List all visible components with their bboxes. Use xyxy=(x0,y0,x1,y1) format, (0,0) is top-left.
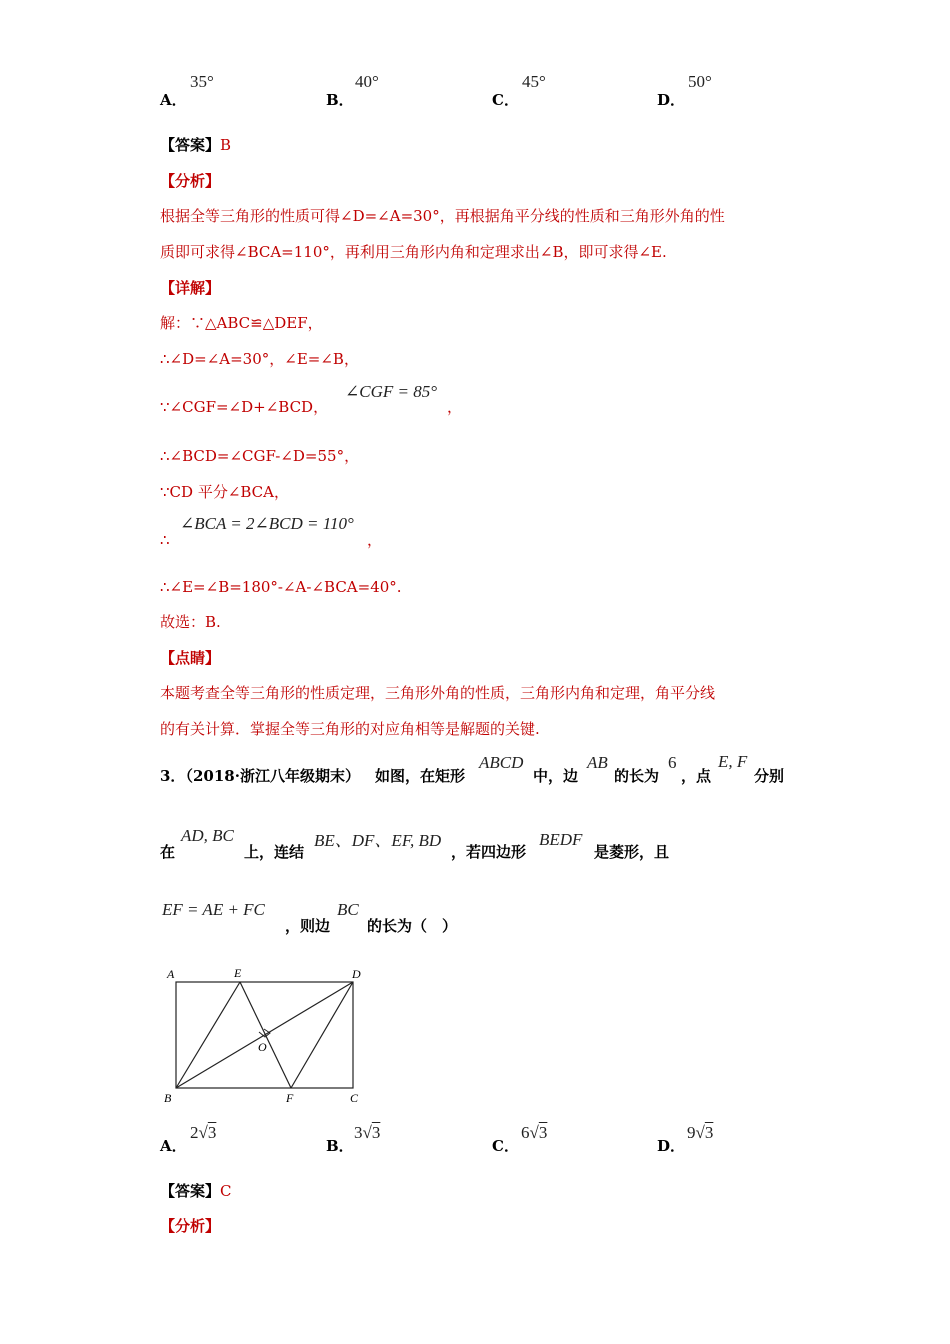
q3-answer-tag: 【答案】 xyxy=(160,1182,221,1200)
q3-text-6: 在 xyxy=(160,843,176,861)
q3-math-bedf: BEDF xyxy=(539,830,583,849)
q3-text-1: 如图，在矩形 xyxy=(375,767,466,785)
segment-df xyxy=(291,982,353,1088)
q3-option-d-radicand: 3 xyxy=(704,1123,714,1142)
q2-step-8: 故选：B. xyxy=(160,613,221,631)
q3-answer-line xyxy=(160,1181,232,1201)
q2-comment-line-1: 本题考查全等三角形的性质定理，三角形外角的性质，三角形内角和定理，角平分线 xyxy=(160,684,716,702)
q2-step-3-math: ∠CGF = 85° xyxy=(345,382,438,401)
q3-text-3: 的长为 xyxy=(614,767,660,785)
label-o: O xyxy=(258,1040,267,1054)
q2-step-4: ∴∠BCD=∠CGF-∠D=55°， xyxy=(160,447,360,465)
label-f: F xyxy=(286,1091,294,1105)
q2-step-3-end: ， xyxy=(447,398,463,416)
q2-step-6: ∴ xyxy=(160,531,170,549)
q3-option-c-value: 6√3 xyxy=(521,1123,548,1142)
q3-option-c-label: C． xyxy=(492,1137,519,1155)
q3-math-bc: BC xyxy=(337,900,359,919)
q2-step-1: 解：∵△ABC≌△DEF， xyxy=(160,314,323,332)
q3-option-b-label: B． xyxy=(326,1137,354,1155)
label-b: B xyxy=(164,1091,172,1105)
q2-analysis-line-2: 质即可求得∠BCA=110°，再利用三角形内角和定理求出∠B，即可求得∠E. xyxy=(160,243,667,261)
q3-text-10: ，则边 xyxy=(285,917,331,935)
q3-math-equation: EF = AE + FC xyxy=(162,900,265,919)
q3-text-11: 的长为（ ） xyxy=(367,917,458,935)
segment-be xyxy=(176,982,240,1088)
q2-option-c-label: C． xyxy=(492,91,519,109)
q2-analysis-line-1: 根据全等三角形的性质可得∠D=∠A=30°，再根据角平分线的性质和三角形外角的性 xyxy=(160,207,725,225)
q2-answer-value: B xyxy=(220,136,232,154)
label-e: E xyxy=(234,966,242,980)
q3-source: （2018·浙江八年级期末） xyxy=(178,767,360,785)
label-a: A xyxy=(167,967,175,981)
q2-comment-tag: 【点睛】 xyxy=(160,649,221,667)
q3-option-c-radicand: 3 xyxy=(538,1123,548,1142)
q3-text-2: 中，边 xyxy=(533,767,579,785)
q3-option-a-coef: 2 xyxy=(190,1123,199,1142)
q3-text-5: 分别 xyxy=(754,767,785,785)
q3-math-ab: AB xyxy=(587,753,608,772)
q3-math-6: 6 xyxy=(668,753,677,772)
q3-option-d-coef: 9 xyxy=(687,1123,696,1142)
q2-option-d-label: D． xyxy=(657,91,686,109)
q3-option-a-value: 2√3 xyxy=(190,1123,217,1142)
q3-math-adbc: AD, BC xyxy=(181,826,234,845)
q3-option-b-radicand: 3 xyxy=(371,1123,381,1142)
q3-option-a-radicand: 3 xyxy=(207,1123,217,1142)
q2-analysis-tag: 【分析】 xyxy=(160,172,221,190)
q3-answer-value: C xyxy=(220,1182,232,1200)
q3-text-7: 上，连结 xyxy=(244,843,305,861)
q3-option-b-value: 3√3 xyxy=(354,1123,381,1142)
q3-math-ef: E, F xyxy=(718,752,748,771)
q2-option-a-label: A． xyxy=(160,91,187,109)
q3-number: 3． xyxy=(160,767,186,785)
label-d: D xyxy=(352,967,361,981)
q2-option-a-value: 35° xyxy=(190,72,214,91)
label-c: C xyxy=(350,1091,359,1105)
q2-step-7: ∴∠E=∠B=180°-∠A-∠BCA=40°. xyxy=(160,578,402,596)
q3-option-d-label: D． xyxy=(657,1137,686,1155)
q2-option-b-value: 40° xyxy=(355,72,379,91)
q2-step-6-math: ∠BCA = 2∠BCD = 110° xyxy=(180,514,354,533)
q3-option-c-coef: 6 xyxy=(521,1123,530,1142)
q2-answer-line xyxy=(160,135,231,155)
q3-text-8: ，若四边形 xyxy=(451,843,527,861)
q3-rectangle-figure xyxy=(155,960,375,1110)
q2-detail-tag: 【详解】 xyxy=(160,279,221,297)
q2-step-2: ∴∠D=∠A=30°，∠E=∠B， xyxy=(160,350,359,368)
q3-text-9: 是菱形，且 xyxy=(594,843,670,861)
q3-option-a-label: A． xyxy=(160,1137,187,1155)
q2-step-3: ∵∠CGF=∠D+∠BCD， xyxy=(160,398,329,416)
q3-option-b-coef: 3 xyxy=(354,1123,363,1142)
q2-option-c-value: 45° xyxy=(522,72,546,91)
q3-math-abcd: ABCD xyxy=(479,753,524,772)
q2-step-6-end: ， xyxy=(367,531,383,549)
q3-option-d-value: 9√3 xyxy=(687,1123,714,1142)
q2-option-d-value: 50° xyxy=(688,72,712,91)
q2-answer-tag: 【答案】 xyxy=(160,136,221,154)
segment-bd xyxy=(176,982,353,1088)
q2-option-b-label: B． xyxy=(326,91,354,109)
q3-analysis-tag: 【分析】 xyxy=(160,1217,221,1235)
q3-math-lines: BE、DF、EF, BD xyxy=(314,831,442,850)
q2-comment-line-2: 的有关计算．掌握全等三角形的对应角相等是解题的关键. xyxy=(160,720,540,738)
q3-text-4: ，点 xyxy=(681,767,712,785)
q2-step-5: ∵CD 平分∠BCA， xyxy=(160,483,289,501)
